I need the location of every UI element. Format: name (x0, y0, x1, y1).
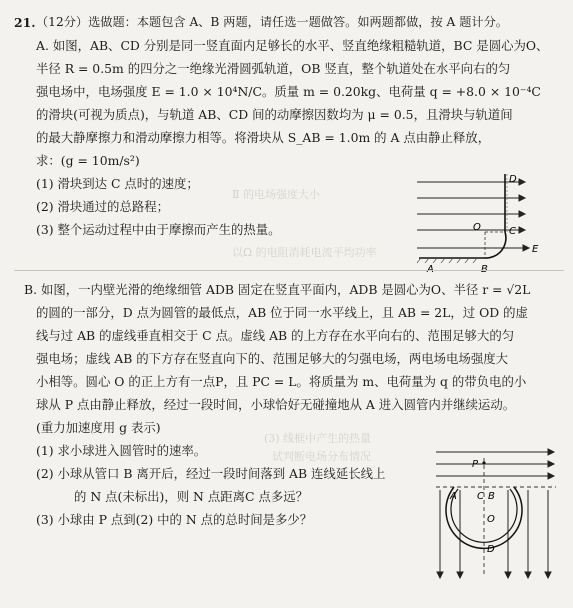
part-b-line-6: 球从 P 点由静止释放，经过一段时间，小球恰好无碰撞地从 A 进入圆管内并继续运动。 (36, 397, 516, 412)
label-o: O (473, 222, 481, 233)
part-b-line-2: 的圆的一部分，D 点为圆管的最低点，AB 位于同一水平线上，且 AB = 2L，过 OD 的虚 (36, 305, 528, 320)
part-b-question-3: (3) 小球由 P 点到(2) 中的 N 点的总时间是多少？ (36, 512, 313, 527)
part-a-line-3: 强电场中，电场强度 E = 1.0 × 10⁴N/C。质量 m = 0.20kg、电荷量 q = +8.0 × 10⁻⁴C (36, 84, 541, 99)
part-a-question-1: (1) 滑块到达 C 点时的速度； (36, 176, 199, 191)
part-b-line-4: 强电场；虚线 AB 的下方存在竖直向下的、范围足够大的匀强电场，两电场电场强度大 (36, 351, 508, 366)
part-b-question-2: (2) 小球从管口 B 离开后，经过一段时间落到 AB 连线延长线上 (36, 466, 386, 481)
part-a-line-5: 的最大静摩擦力和滑动摩擦力相等。将滑块从 S_AB = 1.0m 的 A 点由静止释放， (36, 130, 491, 145)
bleed-text-3: (3) 线框中产生的热量 (264, 432, 372, 445)
bleed-text-4: 试判断电场分布情况 (272, 450, 371, 463)
part-b-line-3: 线与过 AB 的虚线垂直相交于 C 点。虚线 AB 的上方存在水平向右的、范围足够大的匀 (36, 328, 515, 343)
part-b-figure (432, 444, 564, 584)
part-b-question-2-cont: 的 N 点(未标出)，则 N 点距离C 点多远？ (74, 489, 308, 504)
part-b-question-1: (1) 求小球进入圆管时的速率。 (36, 443, 207, 458)
part-a-line-1: A. 如图，AB、CD 分别是同一竖直面内足够长的水平、竖直绝缘粗糙轨道，BC 是圆心为O、 (36, 38, 549, 53)
bleed-text-1: Ⅱ 的电场强度大小 (232, 188, 320, 201)
electric-field-lines (417, 179, 529, 251)
label-c: C (477, 491, 484, 502)
part-a-question-2: (2) 滑块通过的总路程； (36, 199, 170, 214)
label-p: P (472, 459, 479, 470)
question-number: 21. (14, 15, 36, 30)
label-e: E (532, 244, 539, 255)
label-a: A (450, 491, 457, 502)
part-a-line-6: 求：(g = 10m/s²) (36, 153, 140, 168)
arc-bc (485, 232, 506, 258)
bleed-text-2: 以Ω 的电阻消耗电流平均功率 (232, 246, 377, 259)
label-b: B (488, 491, 495, 502)
question-header: （12分）选做题：本题包含 A、B 两题，请任选一题做答。如两题都做，按 A 题计分。 (36, 15, 508, 29)
label-b: B (481, 264, 488, 275)
part-a-line-2: 半径 R = 0.5m 的四分之一绝缘光滑圆弧轨道，OB 竖直，整个轨道处在水平向右的匀 (36, 61, 511, 76)
section-divider (14, 270, 564, 271)
part-b-line-5: 小相等。圆心 O 的正上方有一点P，且 PC = L。将质量为 m、电荷量为 q 的带负电的小 (36, 374, 527, 389)
label-d: D (487, 544, 495, 555)
label-d: D (509, 174, 517, 185)
label-c: C (509, 226, 516, 237)
label-o: O (487, 514, 495, 525)
horizontal-field-lines (436, 449, 554, 479)
part-a-figure (405, 168, 565, 278)
part-a-question-3: (3) 整个运动过程中由于摩擦而产生的热量。 (36, 222, 281, 237)
part-a-line-4: 的滑块(可视为质点)，与轨道 AB、CD 间的动摩擦因数均为 μ = 0.5，且滑块与轨道间 (36, 107, 513, 122)
part-b-line-1: B. 如图，一内壁光滑的绝缘细管 ADB 固定在竖直平面内，ADB 是圆心为O、半径 r = √2L (24, 282, 531, 297)
part-b-line-7: (重力加速度用 g 表示) (36, 420, 161, 435)
label-a: A (427, 264, 434, 275)
